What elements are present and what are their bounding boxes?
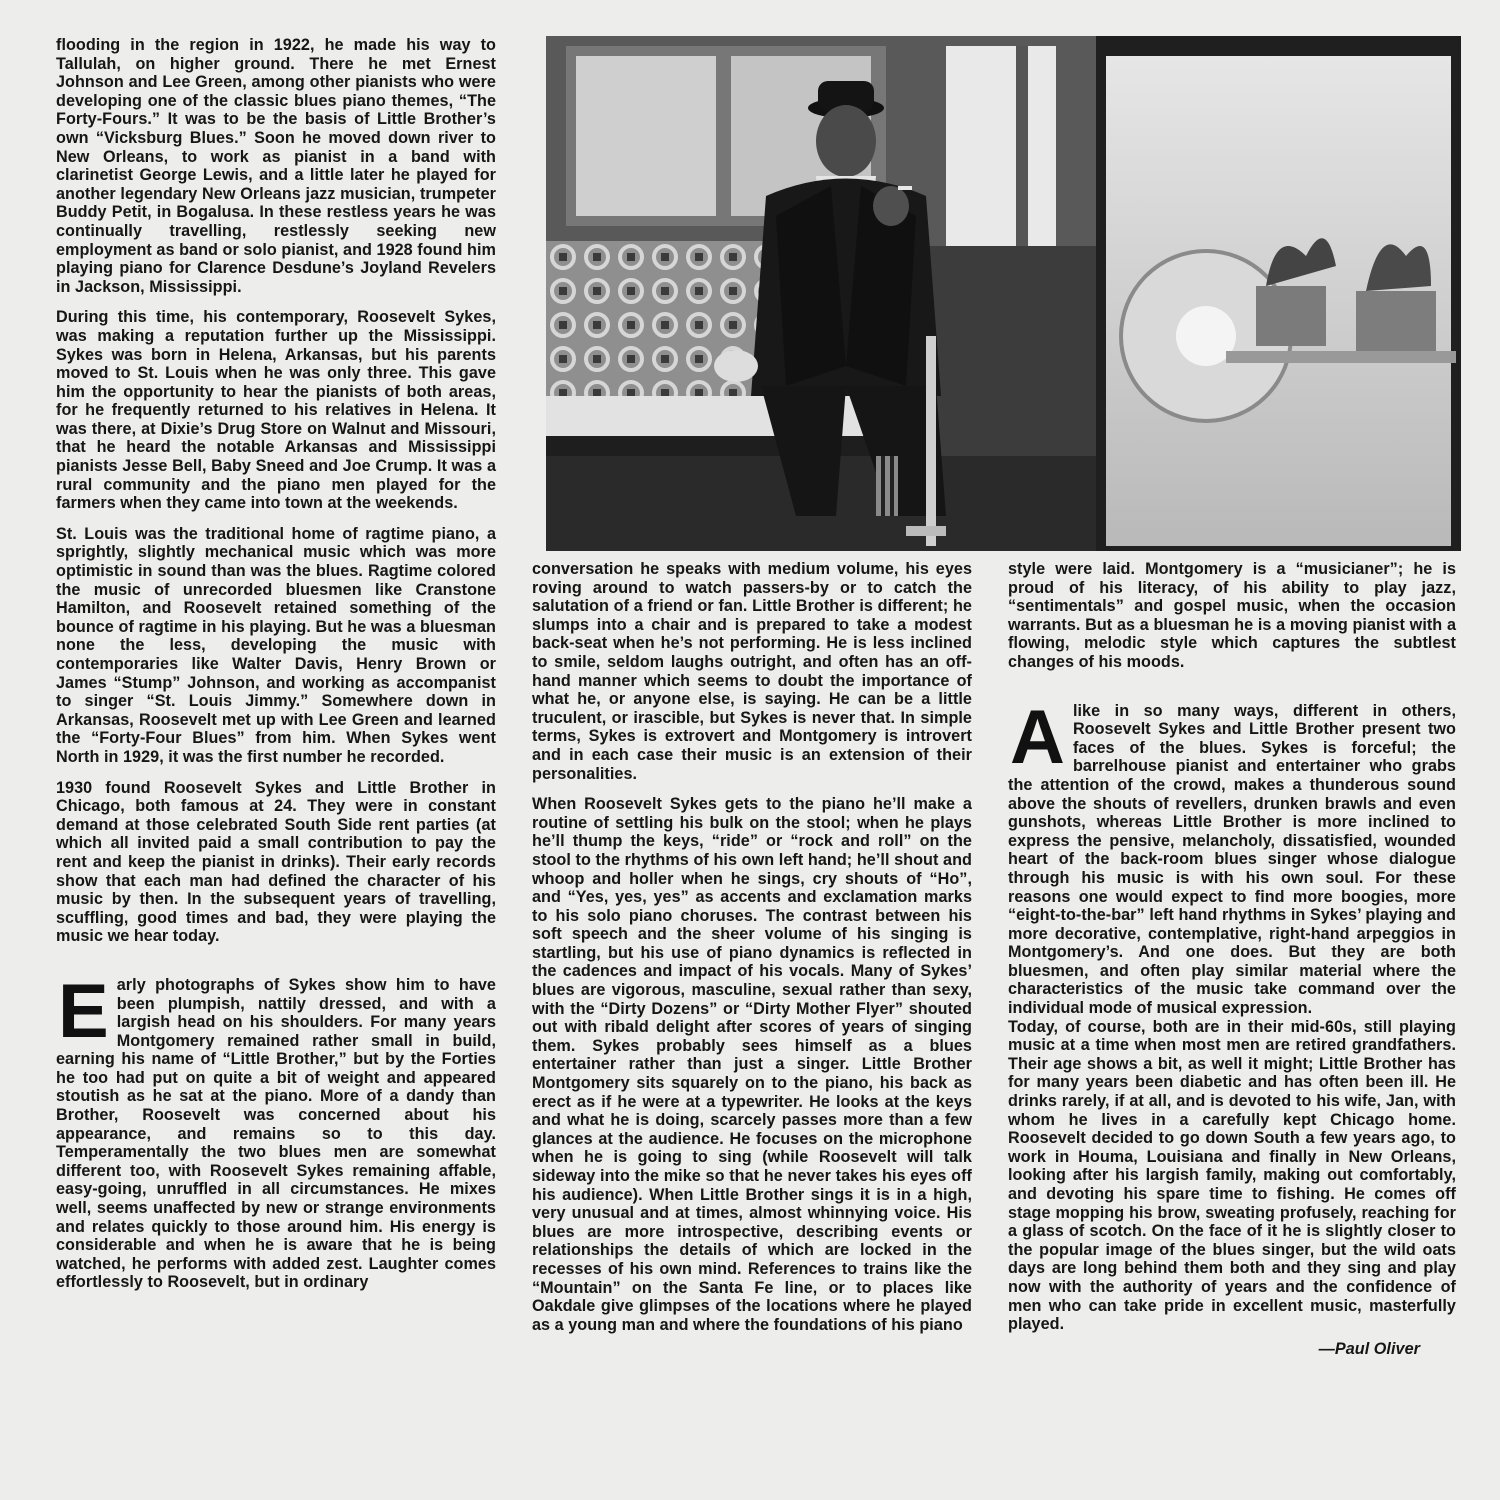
section-paragraph bbox=[1008, 694, 1456, 1018]
paragraph: During this time, his contemporary, Roosevelt Sykes, was making a reputation further up the Mississippi. Sykes was born in Helena, Arkansas, but his parents moved to St. Louis when he was only three. This gave him the opportunity to hear the pianists of both areas, for he frequently returned to his relatives in Helena. It was there, at Dixie’s Drug Store on Walnut and Missouri, that he heard the notable Arkansas and Mississippi pianists Jesse Bell, Baby Sneed and Joe Crump. It was a rural community and the piano men played for the farmers when they came into town at the weekends. bbox=[56, 308, 496, 513]
drop-cap: A bbox=[1010, 694, 1065, 780]
paragraph-text: arly photographs of Sykes show him to have been plumpish, nattily dressed, and with a largish head on his shoulders. For many years Montgomery remained rather small in build, earning his name of “Little Brother,” but by the Forties he too had put on quite a bit of weight and appeared stoutish as he sat at the piano. More of a dandy than Brother, Roosevelt was concerned about his appearance, and remains so to this day. Temperamentally the two blues men are somewhat different too, with Roosevelt Sykes remaining affable, easy-going, unruffled in all circumstances. He mixes well, seems unaffected by new or strange environments and relates quickly to those around him. His energy is considerable and when he is aware that he is being watched, he performs with added zest. Laughter comes effortlessly to Roosevelt, but in ordinary bbox=[56, 975, 496, 1292]
middle-column bbox=[532, 560, 972, 1346]
photograph-musician-on-porch bbox=[546, 36, 1461, 551]
paragraph: style were laid. Montgomery is a “musicianer”; he is proud of his literacy, of his ability to play jazz, “sentimentals” and gospel music, when the occasion warrants. But as a bluesman he is a moving pianist with a flowing, melodic style which captures the subtlest changes of his moods. bbox=[1008, 560, 1456, 671]
paragraph: When Roosevelt Sykes gets to the piano he’ll make a routine of settling his bulk on the stool; when he plays he’ll thump the keys, “ride” or “rock and roll” on the stool to the rhythms of his own left hand; he’ll shout and whoop and holler when he sings, cry shouts of “Ho”, and “Yes, yes, yes” as accents and exclamation marks to his solo piano choruses. The contrast between his soft speech and the sheer volume of his singing is startling, but his use of piano dynamics is reflected in the cadences and impact of his vocals. Many of Sykes’ blues are vigorous, masculine, sexual rather than sexy, with the “Dirty Dozens” or “Dirty Mother Flyer” shouted out with ribald delight after scores of years of singing them. Sykes probably sees himself as a blues entertainer rather than just a singer. Little Brother Montgomery sits squarely on to the piano, his back as erect as if he were at a typewriter. He looks at the keys and what he is doing, scarcely passes more than a few glances at the audience. He focuses on the microphone when he is going to sing (while Roosevelt will talk sideway into the mike so that he never takes his eyes off his audience). When Little Brother sings it is in a high, very unusual and at times, almost whinnying voice. His blues are more introspective, describing events or relationships the details of which are locked in the recesses of his own mind. References to trains like the “Mountain” on the Santa Fe line, or to places like Oakdale give glimpses of the locations where he played as a young man and where the foundations of his piano bbox=[532, 795, 972, 1334]
section-paragraph bbox=[56, 968, 496, 1292]
paragraph: flooding in the region in 1922, he made his way to Tallulah, on higher ground. There he met Ernest Johnson and Lee Green, among other pianists who were developing one of the classic blues piano themes, “The Forty-Fours.” It was to be the basis of Little Brother’s own “Vicksburg Blues.” Soon he moved down river to New Orleans, to work as pianist in a band with clarinetist George Lewis, and a little later he played for another legendary New Orleans jazz musician, trumpeter Buddy Petit, in Bogalusa. In these restless years he was continually travelling, restlessly seeking new employment as band or solo pianist, and 1928 found him playing piano for Clarence Desdune’s Joyland Revelers in Jackson, Mississippi. bbox=[56, 36, 496, 296]
paragraph: St. Louis was the traditional home of ragtime piano, a sprightly, slightly mechanical music which was more optimistic in sound than was the blues. Ragtime colored the music of unrecorded bluesmen like Cranstone Hamilton, and Roosevelt retained something of the bounce of ragtime in his playing. But he was a bluesman none the less, developing the music with contemporaries like Walter Davis, Henry Brown or James “Stump” Johnson, and working as accompanist to singer “St. Louis Jimmy.” Somewhere down in Arkansas, Roosevelt met up with Lee Green and learned the “Forty-Four Blues” from him. When Sykes went North in 1929, it was the first number he recorded. bbox=[56, 524, 496, 766]
left-column bbox=[56, 36, 496, 1304]
paragraph: Today, of course, both are in their mid-60s, still playing music at a time when most men are retired grandfathers. Their age shows a bit, as well it might; Little Brother has for many years been diabetic and has often been ill. He drinks rarely, if at all, and is devoted to his wife, Jan, with whom he lives in a carefully kept Chicago home. Roosevelt decided to go down South a few years ago, to work in Houma, Louisiana and finally in New Orleans, looking after his largish family, making out comfortably, and devoting his spare time to fishing. He comes off stage mopping his brow, sweating profusely, reaching for a glass of scotch. On the face of it he is slightly closer to the popular image of the blues singer, but the wild oats days are long behind them both and they sing and play now with the authority of years and the confidence of men who can take pride in excellent music, masterfully played. bbox=[1008, 1017, 1456, 1334]
photo-illustration bbox=[546, 36, 1461, 551]
paragraph-text: like in so many ways, different in others, Roosevelt Sykes and Little Brother present two faces of the blues. Sykes is forceful; the barrelhouse pianist and entertainer who grabs the attention of the crowd, makes a thunderous sound above the shouts of revellers, drunken brawls and even gunshots, whereas Little Brother is more inclined to express the pensive, melancholy, dissatisfied, wounded heart of the back-room blues singer whose dialogue through his music is with his own soul. For these reasons one would expect to find more boogies, more “eight-to-the-bar” left hand rhythms in Sykes’ playing and more decorative, contemplative, right-hand arpeggios in Montgomery’s. And one does. But they are both bluesmen, and often play similar material where the characteristics of the music take command over the individual mode of musical expression. bbox=[1008, 701, 1456, 1018]
drop-cap: E bbox=[58, 968, 109, 1054]
right-column bbox=[1008, 560, 1456, 1358]
paragraph: 1930 found Roosevelt Sykes and Little Brother in Chicago, both famous at 24. They were in constant demand at those celebrated South Side rent parties (at which all invited paid a small contribution to pay the rent and keep the pianist in drinks). Their early records show that each man had defined the character of his music by then. In the subsequent years of travelling, scuffling, good times and bad, they were playing the music we hear today. bbox=[56, 778, 496, 946]
author-signature: —Paul Oliver bbox=[1318, 1339, 1420, 1358]
paragraph: conversation he speaks with medium volume, his eyes roving around to watch passers-by or to catch the salutation of a friend or fan. Little Brother is different; he slumps into a chair and is prepared to take a modest back-seat when he’s not performing. He is less inclined to smile, seldom laughs outright, and often has an off-hand manner which seems to doubt the importance of what he, or anyone else, is saying. He can be a little truculent, or irascible, but Sykes is never that. In simple terms, Sykes is extrovert and Montgomery is introvert and in each case their music is an extension of their personalities. bbox=[532, 560, 972, 783]
